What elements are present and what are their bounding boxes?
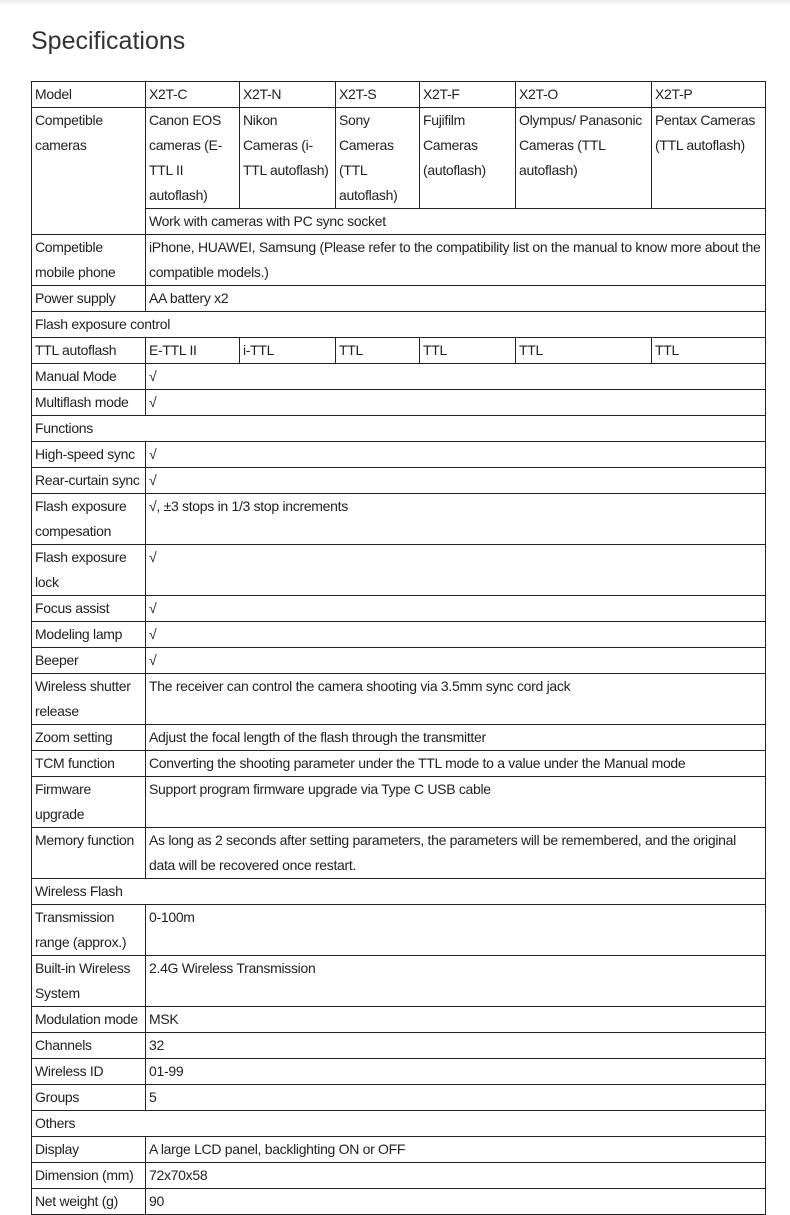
row-value: A large LCD panel, backlighting ON or OFF	[146, 1137, 766, 1163]
table-row	[32, 416, 766, 442]
table-row	[32, 442, 766, 468]
camera-cell: Sony Cameras (TTL autoflash)	[336, 108, 420, 209]
table-row	[32, 1059, 766, 1085]
ttl-cell: i-TTL	[240, 338, 336, 364]
row-label: Flash exposure compesation	[32, 494, 146, 545]
row-label: Beeper	[32, 648, 146, 674]
camera-cell: Olympus/ Panasonic Cameras (TTL autoflash)	[516, 108, 652, 209]
row-label: Flash exposure lock	[32, 545, 146, 596]
table-row	[32, 338, 766, 364]
row-label: Zoom setting	[32, 725, 146, 751]
table-row	[32, 545, 766, 596]
row-value: √	[146, 648, 766, 674]
table-row	[32, 725, 766, 751]
row-label: Memory function	[32, 828, 146, 879]
row-value: √	[146, 596, 766, 622]
row-value: MSK	[146, 1007, 766, 1033]
table-row	[32, 108, 766, 209]
row-value: 2.4G Wireless Transmission	[146, 956, 766, 1007]
row-value: √	[146, 442, 766, 468]
row-label: Rear-curtain sync	[32, 468, 146, 494]
table-row	[32, 674, 766, 725]
row-label: Competible cameras	[32, 108, 146, 235]
row-value: The receiver can control the camera shooting via 3.5mm sync cord jack	[146, 674, 766, 725]
row-label: Dimension (mm)	[32, 1163, 146, 1189]
table-row	[32, 82, 766, 108]
section-header-functions: Functions	[32, 416, 766, 442]
ttl-cell: E-TTL II	[146, 338, 240, 364]
camera-cell: Fujifilm Cameras (autoflash)	[420, 108, 516, 209]
row-label: Power supply	[32, 286, 146, 312]
table-row	[32, 1007, 766, 1033]
table-row	[32, 622, 766, 648]
row-label: TTL autoflash	[32, 338, 146, 364]
row-value: 01-99	[146, 1059, 766, 1085]
row-value: √, ±3 stops in 1/3 stop increments	[146, 494, 766, 545]
table-row	[32, 777, 766, 828]
row-value: √	[146, 468, 766, 494]
table-row	[32, 596, 766, 622]
table-row	[32, 235, 766, 286]
table-row	[32, 1163, 766, 1189]
model-cell: X2T-S	[336, 82, 420, 108]
table-row	[32, 286, 766, 312]
section-header-others: Others	[32, 1111, 766, 1137]
table-row	[32, 468, 766, 494]
row-label: Modulation mode	[32, 1007, 146, 1033]
row-label: Display	[32, 1137, 146, 1163]
row-label: Net weight (g)	[32, 1189, 146, 1215]
model-cell: X2T-O	[516, 82, 652, 108]
model-cell: X2T-F	[420, 82, 516, 108]
row-value: √	[146, 622, 766, 648]
row-label: TCM function	[32, 751, 146, 777]
table-row	[32, 364, 766, 390]
row-value: 0-100m	[146, 905, 766, 956]
row-label: Wireless shutter release	[32, 674, 146, 725]
row-value: Converting the shooting parameter under the TTL mode to a value under the Manual mode	[146, 751, 766, 777]
row-value: AA battery x2	[146, 286, 766, 312]
section-header-flash-exposure: Flash exposure control	[32, 312, 766, 338]
table-row	[32, 1189, 766, 1215]
table-row	[32, 1111, 766, 1137]
row-value: 5	[146, 1085, 766, 1111]
row-value: 90	[146, 1189, 766, 1215]
table-row	[32, 751, 766, 777]
row-label: High-speed sync	[32, 442, 146, 468]
row-value: √	[146, 364, 766, 390]
ttl-cell: TTL	[516, 338, 652, 364]
row-label: Modeling lamp	[32, 622, 146, 648]
table-row	[32, 390, 766, 416]
row-label: Focus assist	[32, 596, 146, 622]
top-shadow	[0, 0, 790, 6]
row-value: √	[146, 390, 766, 416]
row-label: Transmission range (approx.)	[32, 905, 146, 956]
table-row	[32, 648, 766, 674]
table-row	[32, 312, 766, 338]
specifications-table	[31, 81, 766, 1215]
table-row	[32, 905, 766, 956]
model-cell: X2T-P	[652, 82, 766, 108]
page-title: Specifications	[31, 27, 186, 55]
row-label: Multiflash mode	[32, 390, 146, 416]
row-label: Manual Mode	[32, 364, 146, 390]
ttl-cell: TTL	[420, 338, 516, 364]
table-row	[32, 1085, 766, 1111]
row-value: Support program firmware upgrade via Type C USB cable	[146, 777, 766, 828]
table-row	[32, 1033, 766, 1059]
row-label: Built-in Wireless System	[32, 956, 146, 1007]
ttl-cell: TTL	[336, 338, 420, 364]
model-cell: X2T-N	[240, 82, 336, 108]
row-label: Wireless ID	[32, 1059, 146, 1085]
row-value: 32	[146, 1033, 766, 1059]
table-row	[32, 879, 766, 905]
table-row	[32, 956, 766, 1007]
table-row	[32, 1137, 766, 1163]
table-row	[32, 828, 766, 879]
ttl-cell: TTL	[652, 338, 766, 364]
row-value: iPhone, HUAWEI, Samsung (Please refer to the compatibility list on the manual to know more about the compatible models.)	[146, 235, 766, 286]
row-label: Competible mobile phone	[32, 235, 146, 286]
row-label: Groups	[32, 1085, 146, 1111]
row-value: √	[146, 545, 766, 596]
row-value: Adjust the focal length of the flash through the transmitter	[146, 725, 766, 751]
model-cell: X2T-C	[146, 82, 240, 108]
row-value: 72x70x58	[146, 1163, 766, 1189]
row-label: Model	[32, 82, 146, 108]
pc-sync-cell: Work with cameras with PC sync socket	[146, 209, 766, 235]
camera-cell: Nikon Cameras (i-TTL autoflash)	[240, 108, 336, 209]
section-header-wireless: Wireless Flash	[32, 879, 766, 905]
row-label: Channels	[32, 1033, 146, 1059]
table-row	[32, 494, 766, 545]
row-value: As long as 2 seconds after setting parameters, the parameters will be remembered, and the original data will be recovered once restart.	[146, 828, 766, 879]
camera-cell: Canon EOS cameras (E-TTL II autoflash)	[146, 108, 240, 209]
camera-cell: Pentax Cameras (TTL autoflash)	[652, 108, 766, 209]
row-label: Firmware upgrade	[32, 777, 146, 828]
